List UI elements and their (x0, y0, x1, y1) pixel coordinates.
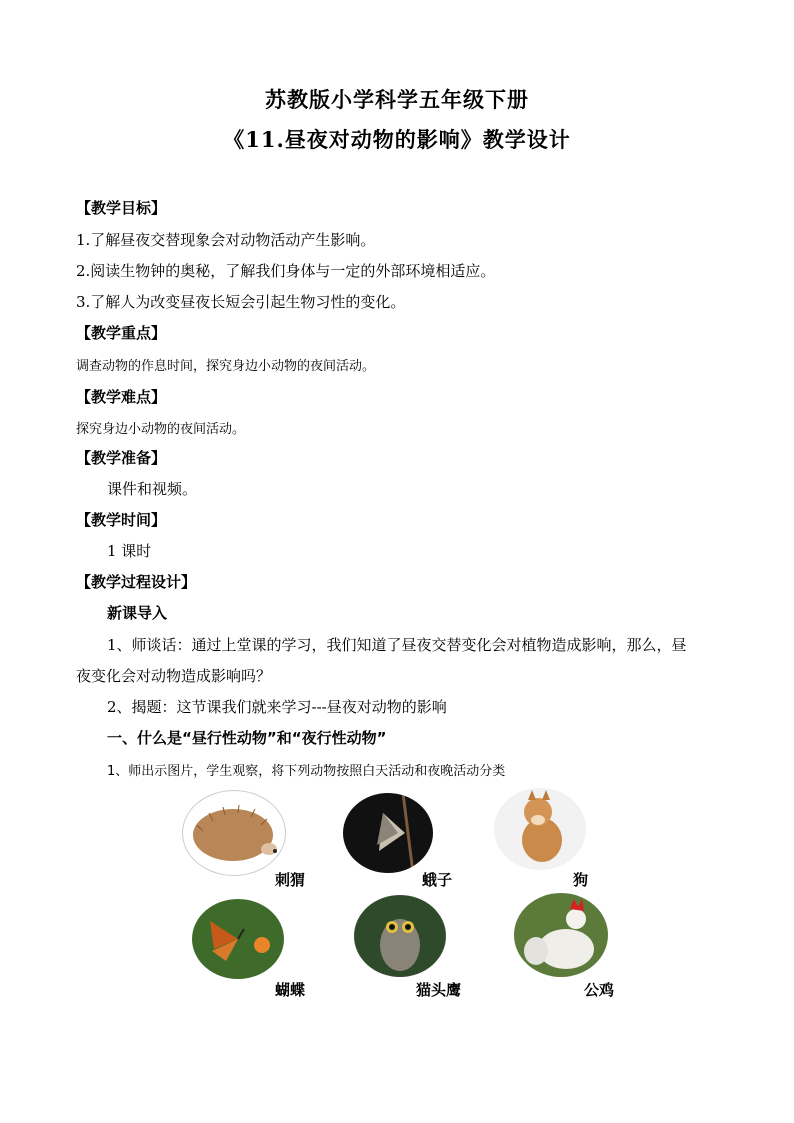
key-points-text: 调查动物的作息时间，探究身边小动物的夜间活动。 (76, 359, 376, 374)
animal-label: 狗 (573, 871, 589, 889)
animal-label: 公鸡 (584, 981, 615, 999)
key-points-heading: 【教学重点】 (76, 324, 167, 342)
owl-image (354, 895, 446, 977)
preparation-text: 课件和视频。 (107, 480, 198, 498)
time-heading: 【教学时间】 (76, 511, 167, 529)
objectives-heading: 【教学目标】 (76, 199, 167, 217)
process-paragraph-2: 2、揭题：这节课我们就来学习---昼夜对动物的影响 (107, 698, 447, 716)
objective-item: 1.了解昼夜交替现象会对动物活动产生影响。 (76, 231, 376, 249)
animal-label: 猫头鹰 (416, 981, 462, 999)
animal-label: 蝴蝶 (275, 981, 306, 999)
process-paragraph-1-cont: 夜变化会对动物造成影响吗？ (76, 667, 272, 685)
animal-label: 蛾子 (422, 871, 453, 889)
step-1-text: 1、师出示图片，学生观察，将下列动物按照白天活动和夜晚活动分类 (107, 764, 506, 779)
animal-label: 刺猬 (275, 871, 306, 889)
objective-item: 3.了解人为改变昼夜长短会引起生物习性的变化。 (76, 293, 406, 311)
intro-title: 新课导入 (107, 604, 168, 622)
preparation-heading: 【教学准备】 (76, 449, 167, 467)
difficulties-heading: 【教学难点】 (76, 388, 167, 406)
difficulties-text: 探究身边小动物的夜间活动。 (76, 422, 246, 437)
butterfly-image (192, 899, 284, 979)
process-heading: 【教学过程设计】 (76, 573, 197, 591)
doc-title-line1: 苏教版小学科学五年级下册 (265, 87, 529, 112)
dog-image (494, 788, 586, 870)
rooster-image (514, 893, 608, 977)
hedgehog-image (182, 790, 286, 876)
moth-image (343, 793, 433, 873)
doc-title-line2: 《11.昼夜对动物的影响》教学设计 (223, 127, 571, 152)
section-1-title: 一、什么是“昼行性动物”和“夜行性动物” (107, 729, 387, 747)
time-text: 1 课时 (107, 542, 152, 560)
objective-item: 2.阅读生物钟的奥秘，了解我们身体与一定的外部环境相适应。 (76, 262, 496, 280)
process-paragraph-1: 1、师谈话：通过上堂课的学习，我们知道了昼夜交替变化会对植物造成影响，那么，昼 (107, 636, 687, 654)
